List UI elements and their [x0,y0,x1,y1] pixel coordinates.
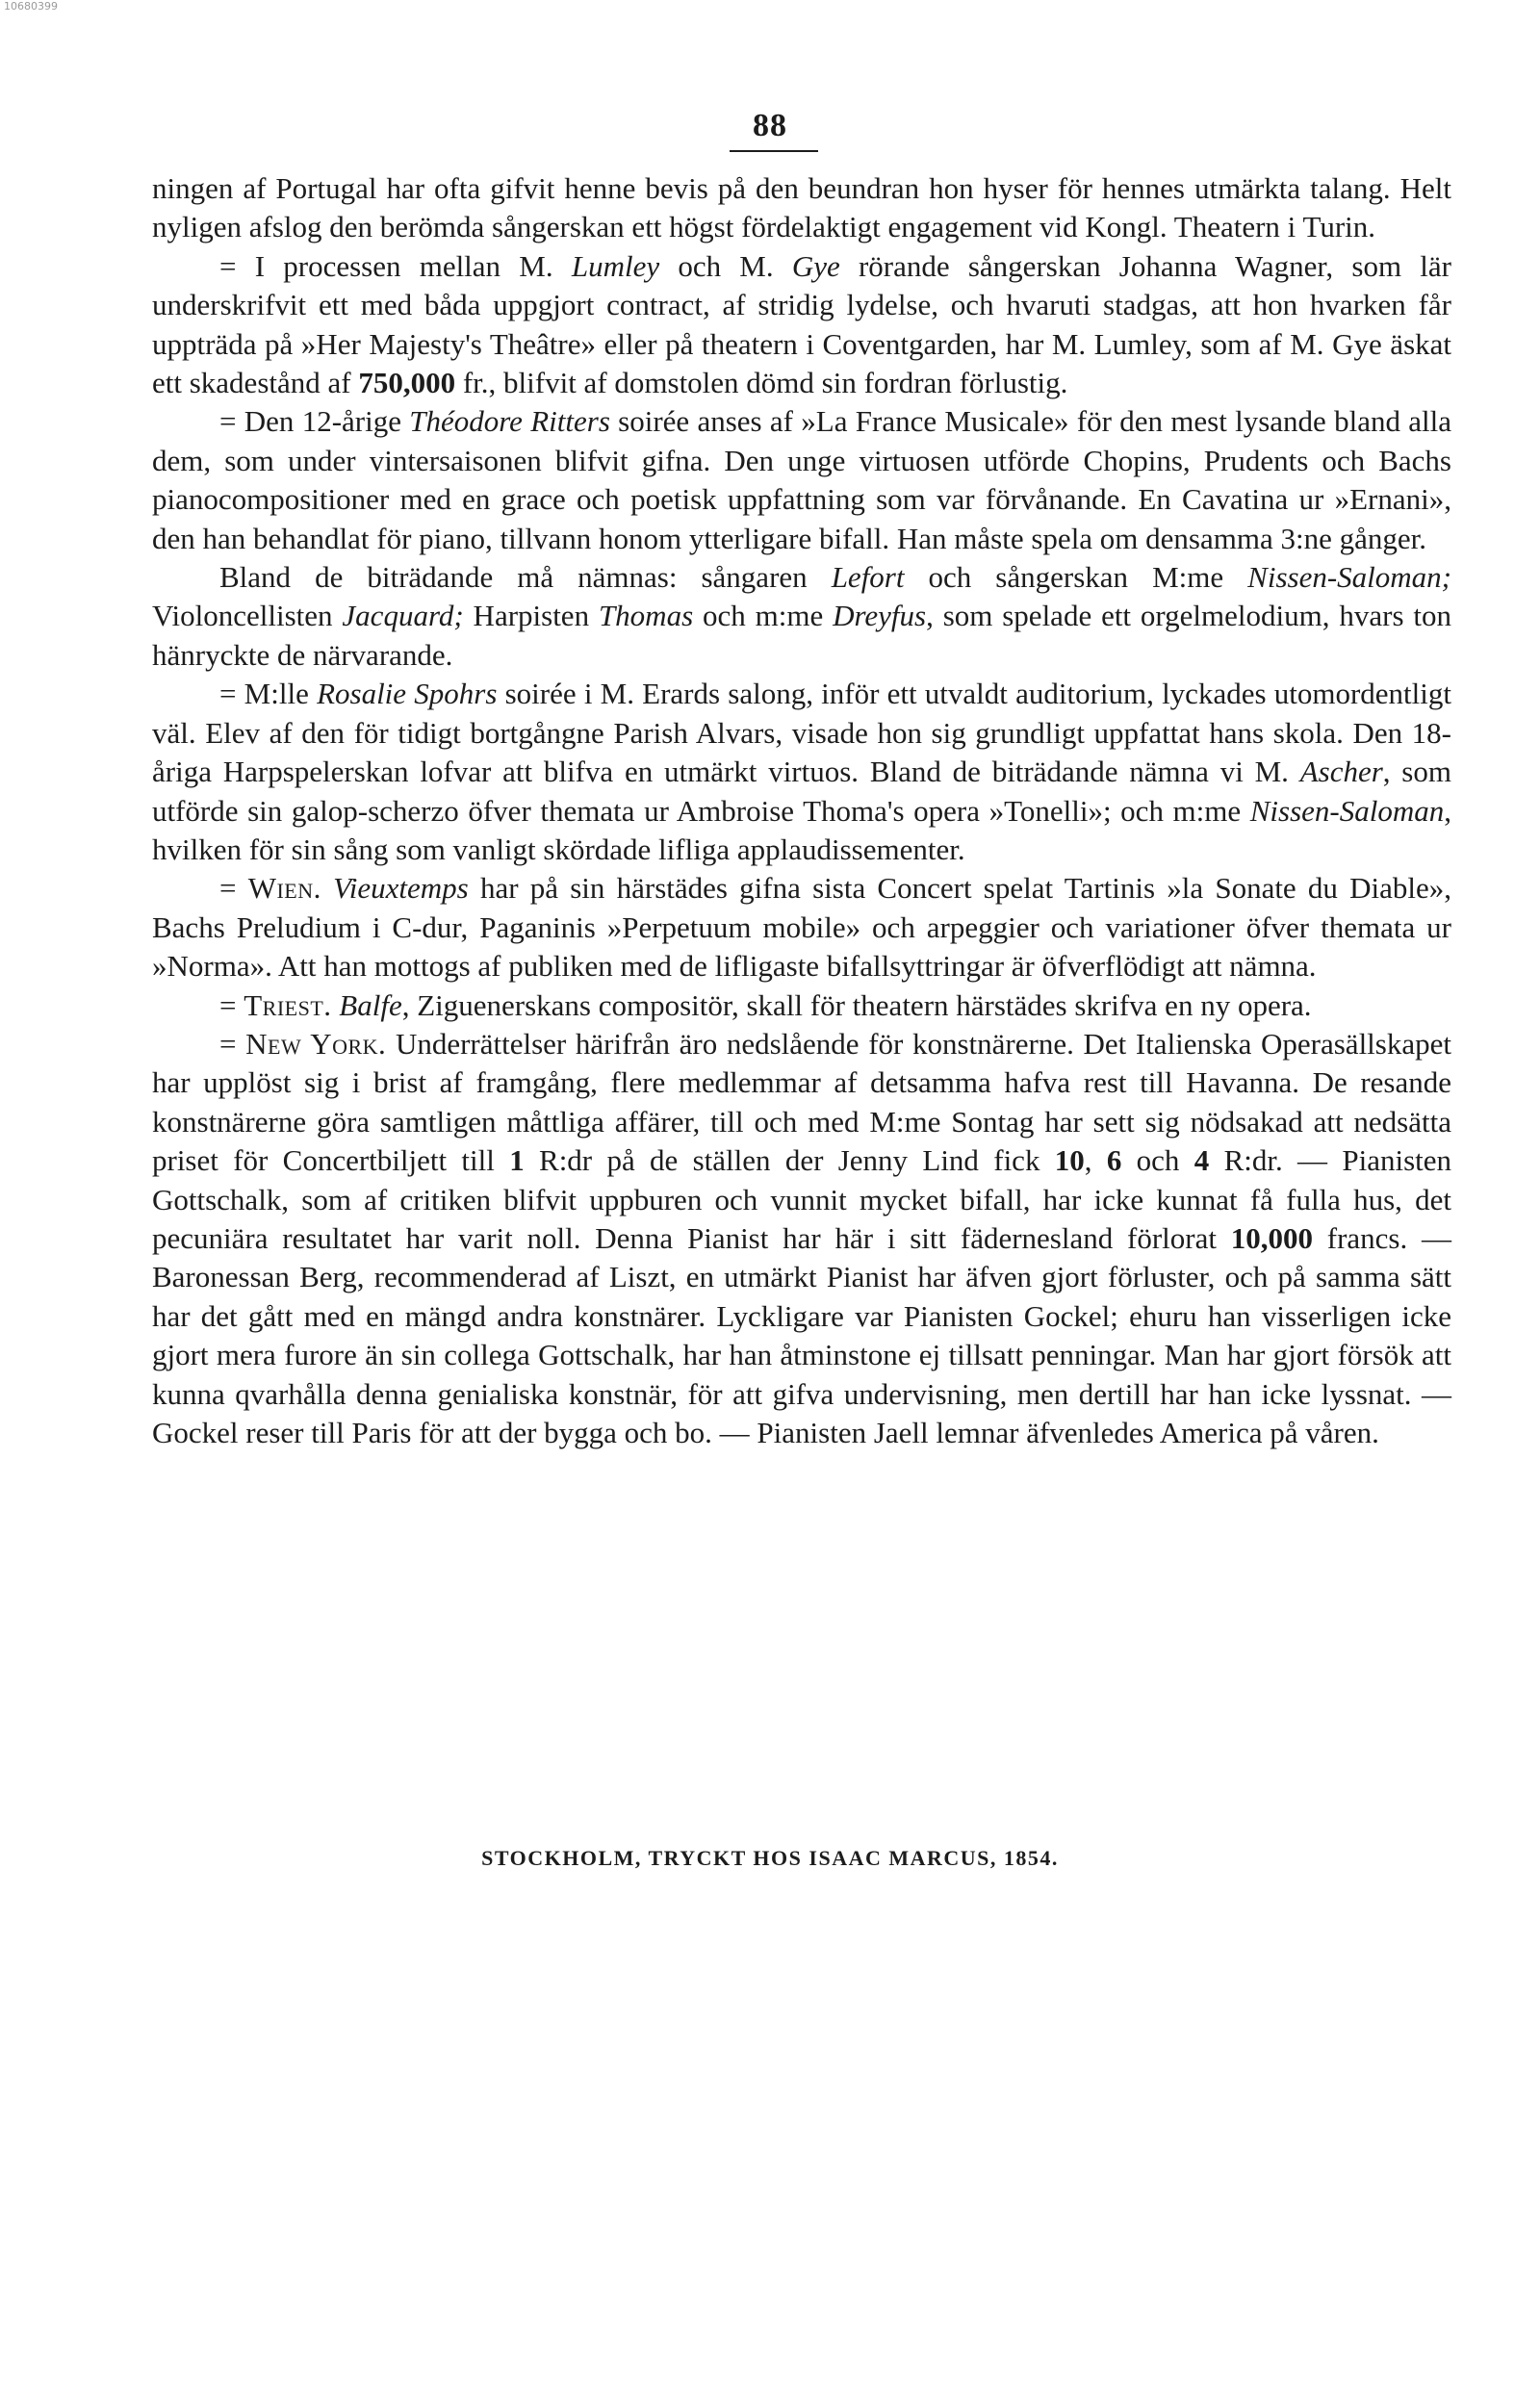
text-run: Harpisten [463,599,599,633]
italic-name: Rosalie Spohrs [317,677,498,711]
bold-number: 10 [1054,1143,1085,1178]
italic-name: Gye [791,248,840,283]
italic-name: Balfe [339,987,402,1022]
bold-number: 6 [1106,1143,1122,1178]
bold-number: 10,000 [1230,1220,1313,1255]
place-heading: Wien. [247,871,321,906]
text-run: soirée anses af »La France Musicale» för den mest lysande bland alla dem, som under vintersaisonen blifvit gifna. Den unge virtuosen utförde Chopins, Prudents och Bachs pianocompositioner med en grace och poetisk uppfattning som var förvånande. En Cavatina ur »Ernani», den han behandlat för piano, tillvann honom ytterligare bifall. Han måste spela om densamma 3:ne gånger. [152,404,1451,555]
text-run: R:dr på de ställen der Jenny Lind fick [524,1143,1055,1178]
text-run: francs. — Baronessan Berg, recommenderad af Liszt, en utmärkt Pianist har äfven gjort förluster, och på samma sätt har det gått med en mängd andra konstnärer. Lyckligare var Pianisten Gockel; ehuru han visserligen icke gjort mera furore än sin collega Gottschalk, har han åtminstone ej tillsatt penningar. Man har gjort försök att kunna qvarhålla denna genialiska konstnär, för att gifva undervisning, men dertill har han icke lyssnat. — Gockel reser till Paris för att der bygga och bo. — Pianisten Jaell lemnar äfvenledes America på våren. [152,1220,1451,1449]
text-run: Bland de biträdande må nämnas: sångaren [219,560,832,595]
place-heading: Triest. [244,987,332,1022]
text-run: Underrättelser härifrån äro nedslående för konstnärerne. Det Italienska Operasällskapet har upplöst sig i brist af framgång, flere medlemmar af detsamma hafva rest till Havanna. De resande konstnärerne göra samtligen måttliga affärer, till och med M:me Sontag har sett sig nödsakad att nedsätta priset för Concertbiljett till [152,1026,1451,1178]
text-run: , som utförde sin galop-scherzo öfver themata ur Ambroise Thoma's opera »Tonelli»; och m:me [152,755,1451,828]
text-run: , som spelade ett orgelmelodium, hvars ton hänryckte de närvarande. [152,599,1451,672]
paragraph [152,1025,1451,1452]
text-run: = M:lle [219,677,318,711]
italic-name: Nissen-Saloman [1249,793,1445,828]
text-run: = [219,1026,246,1061]
italic-name: Thomas [598,599,694,633]
paragraph [152,558,1451,675]
text-run: rörande sångerskan Johanna Wagner, som lär underskrifvit ett med båda uppgjort contract, af stridig lydelse, och hvaruti stadgas, att hon hvarken får uppträda på »Her Majesty's Theâtre» eller på theatern i Coventgarden, har M. Lumley, som af M. Gye äskat ett skadestånd af [152,248,1451,400]
italic-name: Ascher [1299,755,1383,789]
italic-name: Dreyfus [833,599,927,633]
paragraph [152,986,1451,1025]
paragraph [152,869,1451,986]
bold-number: 750,000 [358,366,456,400]
paragraph [152,169,1451,247]
text-run: = [219,871,248,906]
body-text [152,169,1451,1452]
text-run: och M. [659,248,792,283]
bold-number: 1 [509,1143,525,1178]
bold-number: 4 [1194,1143,1210,1178]
text-run: , [1084,1143,1107,1178]
text-run: ningen af Portugal har ofta gifvit henne bevis på den beundran hon hyser för hennes utmärkta talang. Helt nyligen afslog den berömda sångerskan ett högst fördelaktigt engagement vid Kongl. Theatern i Turin. [152,171,1451,244]
paragraph [152,675,1451,869]
italic-name: Lumley [571,248,660,283]
italic-name: Vieuxtemps [333,871,469,906]
text-run: och m:me [693,599,834,633]
italic-name: Nissen-Saloman; [1247,560,1451,595]
scan-id-mark: 10680399 [4,0,58,13]
place-heading: New York. [245,1026,387,1061]
text-run: och [1121,1143,1194,1178]
paragraph [152,402,1451,558]
text-run: soirée i M. Erards salong, inför ett utvaldt auditorium, lyckades utomordentligt väl. Elev af den för tidigt bortgångne Parish Alvars, visade hon sig grundligt uppfattat hans skola. Den 18-åriga Harpspelerskan lofvar att blifva en utmärkt virtuos. Bland de biträdande nämna vi M. [152,677,1451,789]
text-run: fr., blifvit af domstolen dömd sin fordran förlustig. [455,366,1068,400]
text-run: , Ziguenerskans compositör, skall för theatern härstädes skrifva en ny opera. [401,987,1312,1022]
text-run: = I processen mellan M. [219,248,572,283]
text-run [321,871,333,905]
paragraph [152,247,1451,403]
italic-name: Théodore Ritters [409,404,610,439]
text-run: Violoncellisten [152,599,343,633]
printer-imprint: STOCKHOLM, TRYCKT HOS ISAAC MARCUS, 1854. [481,1846,1059,1870]
text-run: = Den 12-årige [219,404,410,439]
text-run: , hvilken för sin sång som vanligt skördade lifliga applaudissementer. [152,793,1451,866]
italic-name: Lefort [831,560,905,595]
page-number: 88 [753,108,787,143]
text-run: = [219,987,244,1022]
page-number-rule [730,150,818,152]
italic-name: Jacquard; [342,599,464,633]
text-run: har på sin härstädes gifna sista Concert spelat Tartinis »la Sonate du Diable», Bachs Preludium i C-dur, Paganinis »Perpetuum mobile» och arpeggier och variationer öfver themata ur »Norma». Att han mottogs af publiken med de lifligaste bifallsyttringar är öfverflödigt att nämna. [152,871,1452,984]
text-run: R:dr. — Pianisten Gottschalk, som af critiken blifvit uppburen och vunnit mycket bifall, har icke kunnat få fulla hus, det pecuniära resultatet har varit noll. Denna Pianist har här i sitt fädernesland förlorat [152,1143,1452,1255]
text-run: och sångerskan M:me [904,560,1248,595]
